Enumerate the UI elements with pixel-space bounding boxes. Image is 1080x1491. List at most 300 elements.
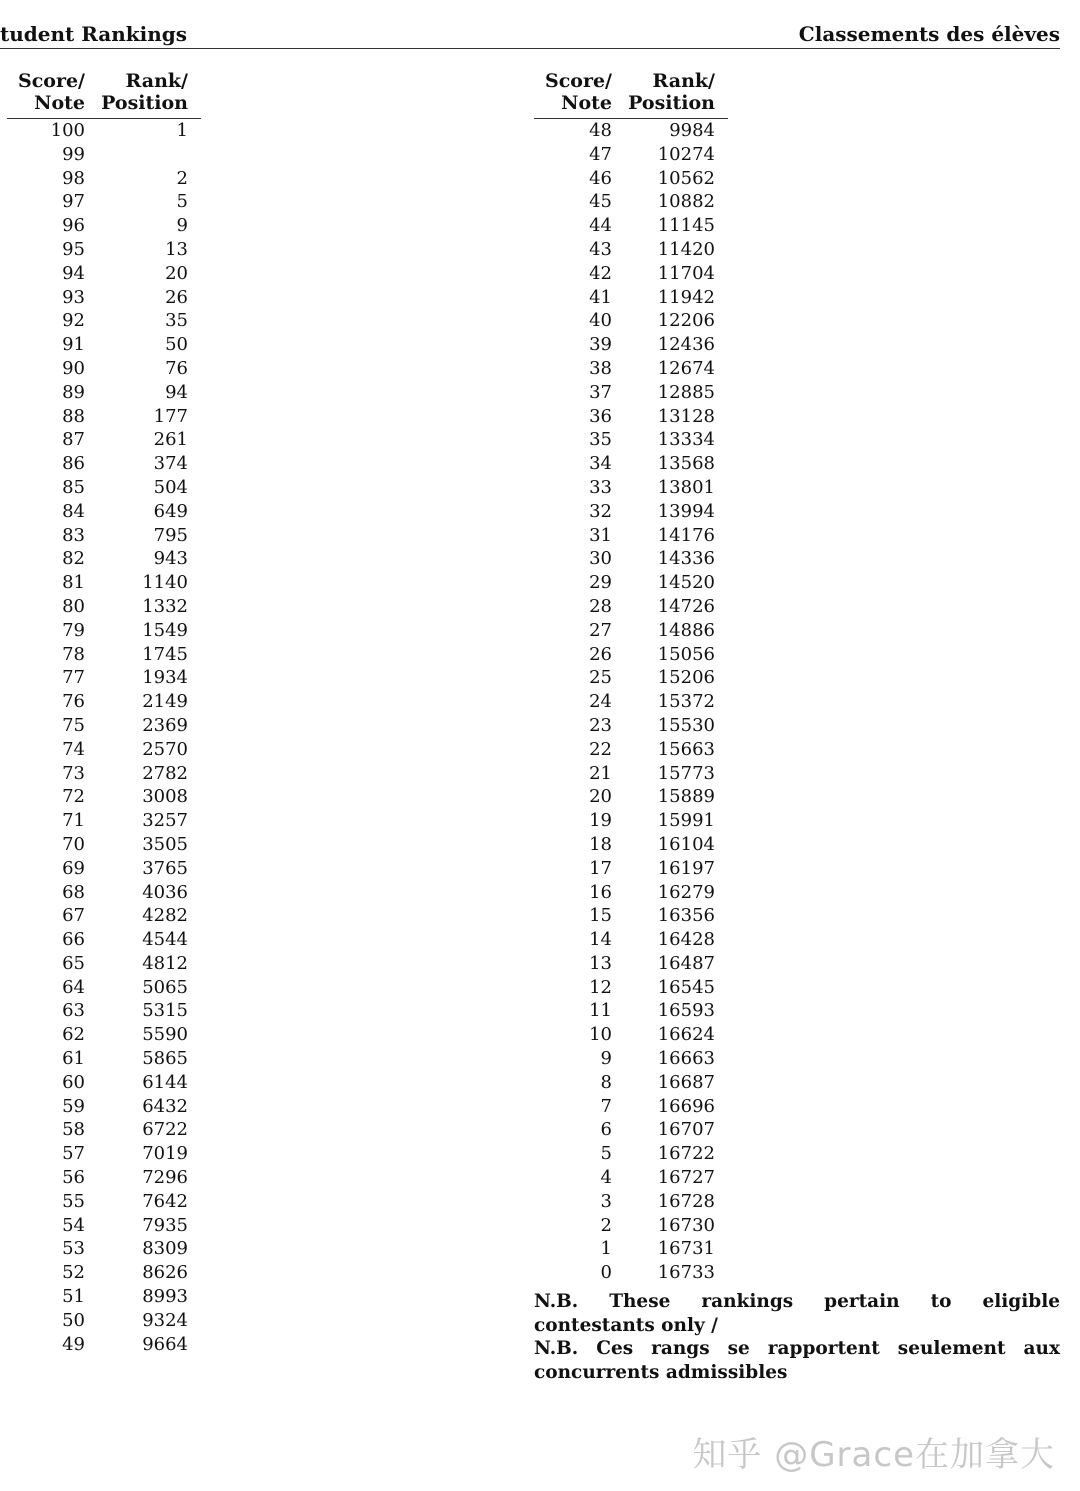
- table-row: [7, 500, 201, 524]
- table-row: [7, 833, 201, 857]
- score-cell: 96: [62, 215, 85, 237]
- table-row: [7, 452, 201, 476]
- table-row: [7, 976, 201, 1000]
- score-header-line-1: Score/: [17, 70, 85, 92]
- table-row: [7, 904, 201, 928]
- score-cell: 74: [62, 738, 85, 760]
- score-cell: 56: [62, 1167, 85, 1189]
- table-row: [534, 357, 728, 381]
- rank-cell: 16593: [657, 1000, 715, 1022]
- table-row: [534, 619, 728, 643]
- score-cell: 42: [589, 262, 612, 284]
- table-row: [7, 190, 201, 214]
- score-cell: 6: [600, 1119, 612, 1141]
- header-title-french: Classements des élèves: [798, 22, 1060, 46]
- table-row: [7, 619, 201, 643]
- score-cell: 86: [62, 453, 85, 475]
- table-row: [534, 1190, 728, 1214]
- table-row: [7, 1166, 201, 1190]
- score-cell: 5: [600, 1143, 612, 1165]
- table-row: [7, 1118, 201, 1142]
- table-row: [7, 785, 201, 809]
- score-cell: 67: [62, 905, 85, 927]
- score-cell: 25: [589, 667, 612, 689]
- rank-cell: 3765: [142, 857, 188, 879]
- score-cell: 21: [589, 762, 612, 784]
- score-cell: 59: [62, 1095, 85, 1117]
- table-row: [7, 738, 201, 762]
- table-row: [7, 1214, 201, 1238]
- table-row: [7, 238, 201, 262]
- table-row: [7, 1023, 201, 1047]
- rank-cell: 16730: [657, 1214, 715, 1236]
- score-cell: 27: [589, 619, 612, 641]
- score-cell: 38: [589, 357, 612, 379]
- rank-cell: 15889: [657, 786, 715, 808]
- table-row: [534, 881, 728, 905]
- score-cell: 81: [62, 572, 85, 594]
- table-row: [534, 238, 728, 262]
- rank-cell: 14520: [657, 572, 715, 594]
- rank-cell: 795: [153, 524, 188, 546]
- table-row: [7, 143, 201, 167]
- score-cell: 18: [589, 833, 612, 855]
- rank-cell: 7935: [142, 1214, 188, 1236]
- rank-cell: 1549: [142, 619, 188, 641]
- table-row: [534, 952, 728, 976]
- table-row: [534, 452, 728, 476]
- score-cell: 85: [62, 476, 85, 498]
- score-cell: 8: [600, 1071, 612, 1093]
- score-cell: 90: [62, 357, 85, 379]
- rank-cell: 261: [153, 429, 188, 451]
- rank-cell: 16728: [657, 1190, 715, 1212]
- table-row: [7, 381, 201, 405]
- rank-cell: 12206: [657, 310, 715, 332]
- table-row: [534, 262, 728, 286]
- rank-cell: 10562: [657, 167, 715, 189]
- table-row: [534, 381, 728, 405]
- rank-cell: 4544: [142, 929, 188, 951]
- table-row: [534, 1142, 728, 1166]
- rank-cell: 16663: [657, 1048, 715, 1070]
- table-row: [7, 357, 201, 381]
- rank-cell: 12436: [657, 334, 715, 356]
- rank-cell: 11942: [657, 286, 715, 308]
- rank-cell: 13: [165, 238, 188, 260]
- score-cell: 82: [62, 548, 85, 570]
- table-row: [534, 809, 728, 833]
- table-row: [7, 405, 201, 429]
- rank-column-header: [628, 70, 715, 114]
- table-row: [7, 928, 201, 952]
- table-row: [534, 666, 728, 690]
- rank-cell: 649: [153, 500, 188, 522]
- score-cell: 55: [62, 1190, 85, 1212]
- table-row: [534, 333, 728, 357]
- table-row: [534, 1023, 728, 1047]
- score-cell: 9: [600, 1048, 612, 1070]
- score-cell: 57: [62, 1143, 85, 1165]
- table-row: [534, 643, 728, 667]
- score-cell: 100: [50, 120, 85, 141]
- table-row: [7, 690, 201, 714]
- rank-cell: 9664: [142, 1333, 188, 1355]
- rank-cell: 12885: [657, 381, 715, 403]
- score-cell: 76: [62, 691, 85, 713]
- rank-cell: 2782: [142, 762, 188, 784]
- score-cell: 98: [62, 167, 85, 189]
- table-row: [534, 1214, 728, 1238]
- table-row: [7, 167, 201, 191]
- score-cell: 10: [589, 1024, 612, 1046]
- page-header: [0, 22, 1060, 49]
- score-cell: 89: [62, 381, 85, 403]
- score-cell: 36: [589, 405, 612, 427]
- rank-cell: 11704: [657, 262, 715, 284]
- score-cell: 60: [62, 1071, 85, 1093]
- rank-cell: 8993: [142, 1286, 188, 1308]
- rank-cell: 15056: [657, 643, 715, 665]
- rank-cell: 16733: [657, 1262, 715, 1284]
- rank-cell: 16722: [657, 1143, 715, 1165]
- rank-cell: 16707: [657, 1119, 715, 1141]
- score-cell: 12: [589, 976, 612, 998]
- table-row: [534, 214, 728, 238]
- score-cell: 34: [589, 453, 612, 475]
- table-row: [7, 1047, 201, 1071]
- rank-cell: 16731: [657, 1238, 715, 1260]
- rank-header-line-2: Position: [628, 92, 715, 114]
- table-row: [7, 595, 201, 619]
- table-row: [7, 309, 201, 333]
- table-row: [7, 1142, 201, 1166]
- table-row: [7, 333, 201, 357]
- table-row: [534, 1166, 728, 1190]
- score-cell: 62: [62, 1024, 85, 1046]
- score-cell: 73: [62, 762, 85, 784]
- score-cell: 88: [62, 405, 85, 427]
- table-row: [7, 1071, 201, 1095]
- score-column-header: [18, 70, 85, 114]
- table-row: [534, 309, 728, 333]
- score-cell: 11: [589, 1000, 612, 1022]
- rank-cell: 1: [176, 120, 188, 141]
- rank-cell: 14886: [657, 619, 715, 641]
- table-row: [534, 143, 728, 167]
- table-row: [7, 1237, 201, 1261]
- table-row: [534, 904, 728, 928]
- score-cell: 75: [62, 714, 85, 736]
- score-cell: 63: [62, 1000, 85, 1022]
- score-cell: 71: [62, 810, 85, 832]
- table-row: [7, 547, 201, 571]
- rank-cell: 11420: [657, 238, 715, 260]
- rank-cell: 16727: [657, 1167, 715, 1189]
- rankings-table-left: [7, 70, 201, 1356]
- header-title-english: tudent Rankings: [0, 22, 188, 46]
- watermark: 知乎 @Grace在加拿大: [692, 1435, 1055, 1475]
- rank-header-line-1: Rank/: [125, 70, 188, 92]
- rank-cell: 15530: [657, 714, 715, 736]
- rank-cell: 9984: [669, 120, 715, 141]
- score-cell: 49: [62, 1333, 85, 1355]
- rank-cell: 11145: [657, 215, 715, 237]
- score-cell: 53: [62, 1238, 85, 1260]
- score-cell: 54: [62, 1214, 85, 1236]
- score-cell: 84: [62, 500, 85, 522]
- score-cell: 13: [589, 952, 612, 974]
- rank-cell: 5865: [142, 1048, 188, 1070]
- rank-cell: 374: [153, 453, 188, 475]
- rank-cell: 4282: [142, 905, 188, 927]
- score-cell: 29: [589, 572, 612, 594]
- rank-header-line-2: Position: [101, 92, 188, 114]
- table-body: [534, 119, 728, 1285]
- table-row: [7, 1261, 201, 1285]
- score-cell: 28: [589, 595, 612, 617]
- note-french: N.B. Ces rangs se rapportent seulement aux concurrents admissibles: [534, 1338, 1060, 1383]
- table-row: [534, 405, 728, 429]
- score-cell: 69: [62, 857, 85, 879]
- rank-cell: 1934: [142, 667, 188, 689]
- table-row: [7, 476, 201, 500]
- rank-cell: 76: [165, 357, 188, 379]
- score-header-line-2: Note: [34, 92, 85, 114]
- rank-cell: 7296: [142, 1167, 188, 1189]
- rank-cell: 15773: [657, 762, 715, 784]
- rank-cell: 16487: [657, 952, 715, 974]
- table-row: [7, 762, 201, 786]
- rank-cell: 1745: [142, 643, 188, 665]
- rank-cell: 5065: [142, 976, 188, 998]
- rank-cell: 16624: [657, 1024, 715, 1046]
- rank-cell: 2570: [142, 738, 188, 760]
- table-row: [7, 643, 201, 667]
- table-row: [7, 881, 201, 905]
- table-row: [7, 286, 201, 310]
- table-row: [534, 999, 728, 1023]
- score-cell: 15: [589, 905, 612, 927]
- table-row: [534, 833, 728, 857]
- score-cell: 30: [589, 548, 612, 570]
- table-row: [534, 1071, 728, 1095]
- score-cell: 92: [62, 310, 85, 332]
- score-cell: 37: [589, 381, 612, 403]
- score-cell: 47: [589, 143, 612, 165]
- rank-cell: 2: [176, 167, 188, 189]
- score-cell: 72: [62, 786, 85, 808]
- rank-cell: 16104: [657, 833, 715, 855]
- rank-cell: 6144: [142, 1071, 188, 1093]
- rank-cell: 26: [165, 286, 188, 308]
- score-cell: 23: [589, 714, 612, 736]
- rankings-table-right: [534, 70, 728, 1285]
- rank-cell: 7019: [142, 1143, 188, 1165]
- rank-cell: 15372: [657, 691, 715, 713]
- score-cell: 41: [589, 286, 612, 308]
- rank-cell: 94: [165, 381, 188, 403]
- score-cell: 66: [62, 929, 85, 951]
- score-cell: 33: [589, 476, 612, 498]
- table-row: [534, 500, 728, 524]
- score-cell: 22: [589, 738, 612, 760]
- rank-cell: 15663: [657, 738, 715, 760]
- rank-cell: 16545: [657, 976, 715, 998]
- score-cell: 24: [589, 691, 612, 713]
- score-cell: 94: [62, 262, 85, 284]
- score-cell: 44: [589, 215, 612, 237]
- rank-cell: 5: [176, 191, 188, 213]
- table-row: [7, 666, 201, 690]
- score-cell: 45: [589, 191, 612, 213]
- table-row: [534, 571, 728, 595]
- rank-cell: 9324: [142, 1309, 188, 1331]
- score-cell: 52: [62, 1262, 85, 1284]
- score-cell: 95: [62, 238, 85, 260]
- score-cell: 64: [62, 976, 85, 998]
- table-row: [534, 1095, 728, 1119]
- score-cell: 78: [62, 643, 85, 665]
- rank-header-line-1: Rank/: [652, 70, 715, 92]
- table-row: [7, 1190, 201, 1214]
- table-row: [534, 190, 728, 214]
- score-column-header: [545, 70, 612, 114]
- score-cell: 35: [589, 429, 612, 451]
- score-cell: 39: [589, 334, 612, 356]
- rank-cell: 177: [153, 405, 188, 427]
- score-cell: 20: [589, 786, 612, 808]
- rank-cell: 16197: [657, 857, 715, 879]
- score-cell: 26: [589, 643, 612, 665]
- score-cell: 58: [62, 1119, 85, 1141]
- rank-cell: 6722: [142, 1119, 188, 1141]
- rank-cell: 5590: [142, 1024, 188, 1046]
- table-row: [7, 1095, 201, 1119]
- table-row: [7, 428, 201, 452]
- table-row: [534, 1261, 728, 1285]
- eligibility-note: [534, 1290, 1060, 1384]
- table-row: [534, 167, 728, 191]
- table-row: [7, 1333, 201, 1357]
- score-cell: 93: [62, 286, 85, 308]
- rank-cell: 50: [165, 334, 188, 356]
- rank-cell: 16279: [657, 881, 715, 903]
- table-row: [7, 999, 201, 1023]
- table-row: [534, 714, 728, 738]
- rank-cell: 9: [176, 215, 188, 237]
- score-cell: 80: [62, 595, 85, 617]
- score-header-line-1: Score/: [544, 70, 612, 92]
- score-cell: 51: [62, 1286, 85, 1308]
- table-row: [7, 857, 201, 881]
- table-row: [7, 1309, 201, 1333]
- score-cell: 79: [62, 619, 85, 641]
- table-row: [7, 1285, 201, 1309]
- score-cell: 91: [62, 334, 85, 356]
- table-row: [534, 857, 728, 881]
- score-cell: 48: [589, 120, 612, 141]
- table-row: [7, 262, 201, 286]
- rank-cell: 4036: [142, 881, 188, 903]
- rank-cell: 10274: [657, 143, 715, 165]
- table-row: [7, 952, 201, 976]
- rank-cell: 6432: [142, 1095, 188, 1117]
- score-cell: 68: [62, 881, 85, 903]
- score-cell: 97: [62, 191, 85, 213]
- table-row: [534, 738, 728, 762]
- score-cell: 3: [600, 1190, 612, 1212]
- table-row: [7, 524, 201, 548]
- rank-cell: 8309: [142, 1238, 188, 1260]
- table-row: [534, 762, 728, 786]
- table-row: [534, 1118, 728, 1142]
- score-cell: 4: [600, 1167, 612, 1189]
- rank-cell: 3257: [142, 810, 188, 832]
- table-row: [534, 785, 728, 809]
- rank-cell: 13801: [657, 476, 715, 498]
- rank-cell: 3008: [142, 786, 188, 808]
- score-cell: 50: [62, 1309, 85, 1331]
- score-cell: 7: [600, 1095, 612, 1117]
- score-cell: 61: [62, 1048, 85, 1070]
- note-english: N.B. These rankings pertain to eligible contestants only /: [534, 1291, 1060, 1336]
- score-cell: 17: [589, 857, 612, 879]
- rank-cell: 16356: [657, 905, 715, 927]
- score-cell: 31: [589, 524, 612, 546]
- score-cell: 46: [589, 167, 612, 189]
- score-cell: 83: [62, 524, 85, 546]
- table-row: [534, 476, 728, 500]
- table-row: [534, 119, 728, 143]
- rank-cell: 3505: [142, 833, 188, 855]
- table-header: [534, 70, 728, 119]
- rank-cell: 12674: [657, 357, 715, 379]
- table-row: [534, 928, 728, 952]
- rank-cell: 504: [153, 476, 188, 498]
- table-row: [7, 571, 201, 595]
- score-cell: 40: [589, 310, 612, 332]
- rank-cell: 13568: [657, 453, 715, 475]
- table-row: [534, 428, 728, 452]
- table-row: [534, 595, 728, 619]
- score-cell: 2: [600, 1214, 612, 1236]
- rank-cell: 8626: [142, 1262, 188, 1284]
- table-row: [534, 524, 728, 548]
- score-cell: 16: [589, 881, 612, 903]
- score-cell: 14: [589, 929, 612, 951]
- rank-cell: 7642: [142, 1190, 188, 1212]
- rank-cell: 13128: [657, 405, 715, 427]
- rank-cell: 14726: [657, 595, 715, 617]
- rank-cell: 15991: [657, 810, 715, 832]
- score-cell: 0: [600, 1262, 612, 1284]
- score-cell: 65: [62, 952, 85, 974]
- rank-cell: 1332: [142, 595, 188, 617]
- table-row: [7, 119, 201, 143]
- rank-cell: 20: [165, 262, 188, 284]
- score-cell: 1: [600, 1238, 612, 1260]
- rank-cell: 10882: [657, 191, 715, 213]
- rank-cell: 14176: [657, 524, 715, 546]
- rank-cell: 943: [153, 548, 188, 570]
- table-row: [534, 286, 728, 310]
- score-cell: 99: [62, 143, 85, 165]
- rank-column-header: [101, 70, 188, 114]
- rank-cell: 15206: [657, 667, 715, 689]
- rank-cell: 1140: [142, 572, 188, 594]
- table-row: [7, 714, 201, 738]
